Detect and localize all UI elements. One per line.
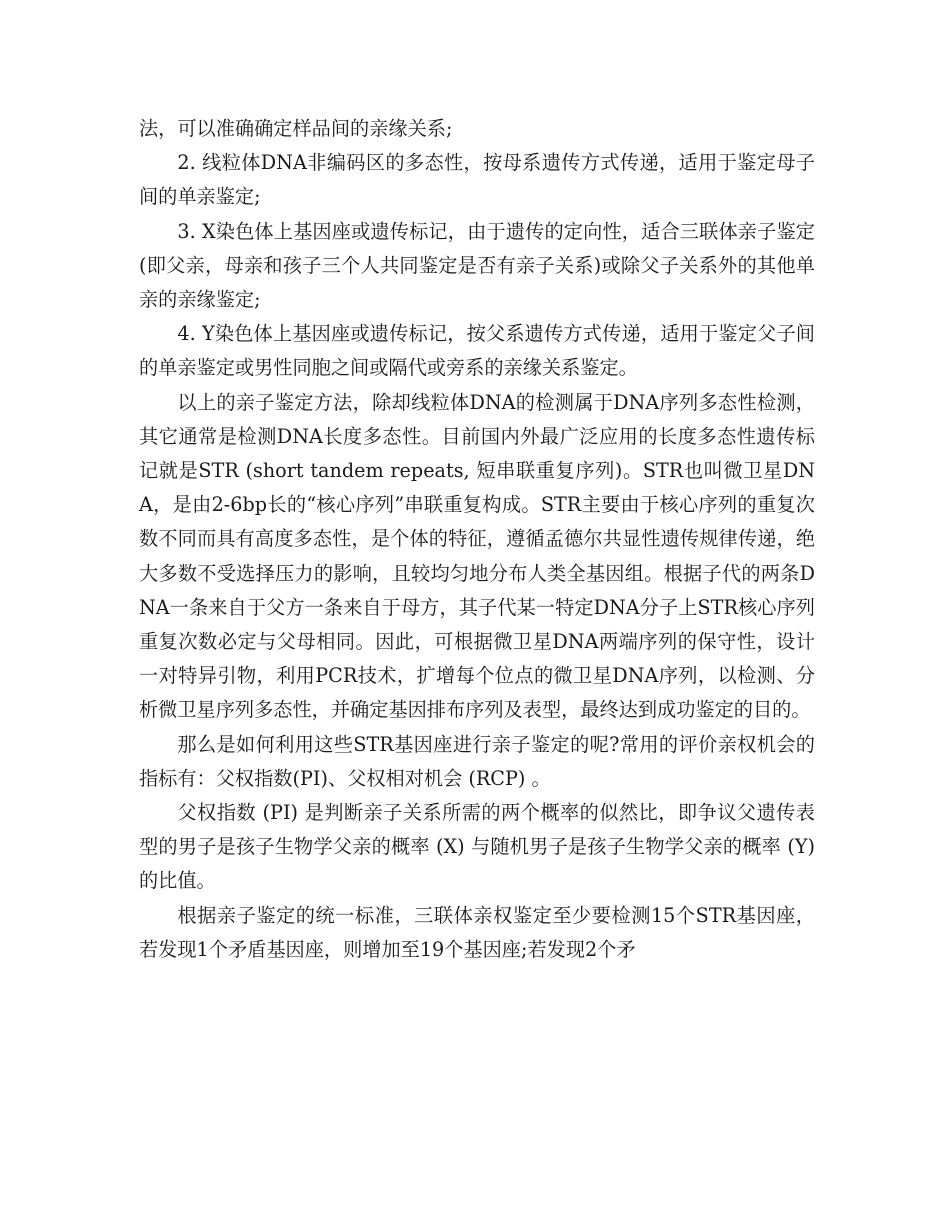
paragraph-indicators: 那么是如何利用这些STR基因座进行亲子鉴定的呢?常用的评价亲权机会的指标有：父权指数(PI)、父权相对机会 (RCP) 。: [139, 732, 815, 790]
paragraph-item-4: 4. Y染色体上基因座或遗传标记，按父系遗传方式传递，适用于鉴定父子间的单亲鉴定或男性同胞之间或隔代或旁系的亲缘关系鉴定。: [139, 322, 815, 380]
paragraph-paternity-index: 父权指数 (PI) 是判断亲子关系所需的两个概率的似然比，即争议父遗传表型的男子是孩子生物学父亲的概率 (X) 与随机男子是孩子生物学父亲的概率 (Y) 的比值。: [139, 801, 815, 893]
body-text: [139, 112, 815, 967]
paragraph-item-3: 3. X染色体上基因座或遗传标记，由于遗传的定向性，适合三联体亲子鉴定(即父亲，母亲和孩子三个人共同鉴定是否有亲子关系)或除父子关系外的其他单亲的亲缘鉴定;: [139, 219, 815, 312]
paragraph-item-2: 2. 线粒体DNA非编码区的多态性，按母系遗传方式传递，适用于鉴定母子间的单亲鉴定;: [139, 151, 815, 209]
paragraph-standard: 根据亲子鉴定的统一标准，三联体亲权鉴定至少要检测15个STR基因座，若发现1个矛盾基因座，则增加至19个基因座;若发现2个矛: [139, 903, 815, 961]
paragraph-continuation: 法，可以准确确定样品间的亲缘关系;: [139, 117, 453, 140]
paragraph-str-explanation: 以上的亲子鉴定方法，除却线粒体DNA的检测属于DNA序列多态性检测，其它通常是检测DNA长度多态性。目前国内外最广泛应用的长度多态性遗传标记就是STR (short tandem repeats, 短串联重复序列)。STR也叫微卫星DNA，是由2-6bp长的“核心序列”串联重复构成。STR主要由于核心序列的重复次数不同而具有高度多态性，是个体的特征，遵循孟德尔共显性遗传规律传递，绝大多数不受选择压力的影响，且较均匀地分布人类全基因组。根据子代的两条DNA一条来自于父方一条来自于母方，其子代某一特定DNA分子上STR核心序列重复次数必定与父母相同。因此，可根据微卫星DNA两端序列的保守性，设计一对特异引物，利用PCR技术，扩增每个位点的微卫星DNA序列，以检测、分析微卫星序列多态性，并确定基因排布序列及表型，最终达到成功鉴定的目的。: [139, 390, 815, 722]
